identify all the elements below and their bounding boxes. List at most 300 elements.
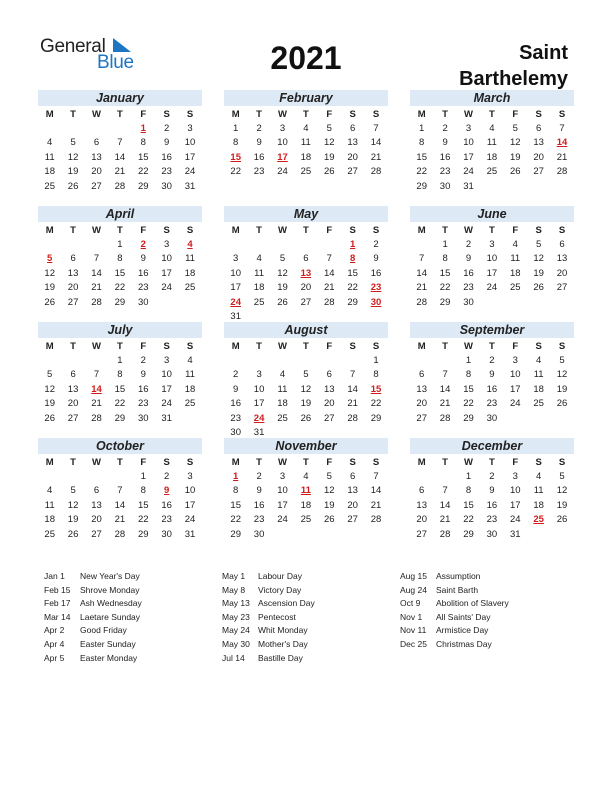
holiday-date: Dec 25 — [400, 638, 427, 649]
day-cell: 13 — [67, 267, 79, 279]
day-cell: 27 — [416, 528, 427, 540]
weekday-label: T — [256, 225, 262, 236]
holiday-date: Aug 24 — [400, 584, 427, 595]
day-cell: 18 — [184, 267, 196, 279]
holiday-name: Bastille Day — [258, 652, 303, 663]
day-cell: 4 — [489, 123, 495, 134]
day-cell: 22 — [137, 514, 149, 526]
day-cell: 16 — [230, 398, 241, 410]
day-cell: 27 — [67, 412, 79, 424]
day-grid — [38, 224, 202, 310]
day-cell: 7 — [93, 369, 100, 381]
day-cell: 27 — [323, 412, 335, 424]
day-cell: 29 — [416, 180, 427, 192]
day-cell: 10 — [161, 253, 172, 265]
weekday-label: T — [70, 341, 76, 352]
day-cell: 6 — [419, 485, 425, 497]
weekday-label: T — [116, 341, 123, 352]
weekday-label: S — [372, 109, 380, 120]
holiday-date: Oct 9 — [400, 598, 421, 609]
day-cell: 25 — [184, 282, 196, 294]
weekday-label: S — [349, 341, 356, 352]
holiday-day: 14 — [91, 383, 102, 395]
day-cell: 31 — [463, 180, 474, 192]
empty-cell — [410, 238, 433, 252]
day-cell: 23 — [137, 282, 149, 294]
day-cell: 26 — [509, 166, 521, 178]
day-cell: 22 — [416, 166, 427, 178]
day-cell: 23 — [253, 166, 265, 178]
weekday-label: F — [140, 341, 147, 352]
day-cell: 19 — [44, 282, 55, 294]
day-cell: 14 — [370, 137, 382, 149]
day-cell: 12 — [533, 253, 544, 265]
month-name: December — [410, 438, 574, 454]
day-cell: 19 — [556, 499, 568, 511]
day-cell: 26 — [533, 282, 544, 294]
day-cell: 21 — [91, 282, 102, 294]
day-cell: 13 — [533, 137, 544, 149]
day-cell: 6 — [70, 369, 76, 381]
day-cell: 10 — [509, 485, 521, 497]
day-cell: 6 — [93, 485, 100, 497]
day-grid — [38, 340, 202, 426]
day-cell: 5 — [303, 369, 309, 381]
day-cell: 9 — [233, 383, 239, 395]
day-cell: 6 — [350, 123, 356, 134]
weekday-label: S — [163, 457, 170, 468]
day-cell: 16 — [253, 499, 265, 511]
weekday-label: W — [277, 341, 287, 352]
day-cell: 31 — [184, 180, 196, 192]
day-cell: 15 — [114, 383, 126, 395]
month-name: April — [38, 206, 202, 222]
day-cell: 19 — [509, 151, 521, 163]
empty-cell — [247, 238, 270, 252]
day-cell: 30 — [161, 528, 172, 540]
day-cell: 18 — [509, 267, 521, 279]
empty-cell — [38, 122, 61, 136]
day-cell: 3 — [489, 239, 495, 250]
day-cell: 25 — [184, 398, 196, 410]
day-cell: 9 — [140, 369, 146, 381]
logo-general-text: General — [40, 36, 106, 57]
day-cell: 20 — [300, 282, 312, 294]
day-cell: 14 — [439, 383, 451, 395]
day-cell: 15 — [137, 499, 149, 511]
holiday-name: Whit Monday — [258, 625, 308, 636]
weekday-label: T — [70, 457, 76, 468]
weekday-label: S — [163, 109, 170, 120]
weekday-label: W — [463, 341, 473, 352]
holiday-entry — [400, 584, 509, 598]
holiday-day: 14 — [556, 137, 568, 149]
day-cell: 10 — [277, 485, 288, 497]
day-cell: 26 — [44, 296, 55, 308]
weekday-label: S — [186, 225, 194, 236]
day-cell: 17 — [486, 267, 498, 279]
day-cell: 11 — [44, 499, 55, 511]
holiday-day: 15 — [230, 151, 241, 163]
empty-cell — [224, 238, 247, 252]
day-cell: 20 — [67, 398, 79, 410]
day-cell: 25 — [300, 166, 312, 178]
day-cell: 1 — [117, 355, 123, 366]
day-cell: 8 — [373, 369, 379, 381]
day-cell: 9 — [140, 253, 146, 265]
day-cell: 17 — [509, 499, 521, 511]
day-cell: 30 — [137, 412, 149, 424]
month-name: September — [410, 322, 574, 338]
day-cell: 11 — [185, 253, 195, 265]
day-cell: 20 — [67, 282, 79, 294]
day-cell: 19 — [44, 398, 55, 410]
day-cell: 9 — [489, 369, 495, 381]
weekday-label: W — [277, 109, 287, 120]
weekday-label: S — [372, 341, 380, 352]
day-cell: 29 — [347, 296, 358, 308]
day-cell: 12 — [67, 151, 79, 163]
weekday-label: F — [512, 341, 519, 352]
day-cell: 28 — [347, 412, 358, 424]
empty-cell — [38, 470, 61, 484]
weekday-label: F — [326, 341, 333, 352]
day-cell: 12 — [300, 383, 312, 395]
day-grid — [410, 224, 574, 310]
day-cell: 5 — [536, 239, 542, 250]
empty-cell — [85, 238, 108, 252]
holiday-name: Pentecost — [258, 611, 296, 622]
day-cell: 30 — [463, 296, 474, 308]
holiday-entry — [44, 652, 142, 666]
day-cell: 3 — [512, 471, 518, 482]
holiday-name: Victory Day — [258, 584, 302, 595]
weekday-label: M — [417, 225, 426, 236]
day-cell: 10 — [277, 137, 288, 149]
day-cell: 21 — [370, 499, 382, 511]
day-cell: 5 — [70, 485, 76, 497]
day-cell: 31 — [161, 412, 172, 424]
weekday-label: S — [558, 341, 566, 352]
day-cell: 31 — [184, 528, 196, 540]
day-cell: 2 — [164, 123, 170, 134]
holiday-day: 30 — [370, 296, 382, 308]
empty-cell — [410, 354, 433, 368]
day-cell: 3 — [465, 123, 472, 134]
holiday-entry — [44, 597, 142, 611]
weekday-label: S — [558, 457, 566, 468]
weekday-label: S — [349, 109, 356, 120]
day-cell: 23 — [161, 514, 172, 526]
holiday-date: Apr 4 — [44, 638, 65, 649]
day-cell: 16 — [137, 383, 149, 395]
country-name-line1: Saint — [519, 42, 568, 64]
weekday-label: S — [186, 341, 194, 352]
day-cell: 7 — [93, 253, 100, 265]
empty-cell — [38, 238, 61, 252]
day-cell: 18 — [533, 499, 544, 511]
day-cell: 25 — [277, 412, 288, 424]
weekday-label: T — [70, 109, 76, 120]
month-november — [224, 438, 388, 542]
holiday-entry — [222, 638, 315, 652]
weekday-label: M — [45, 457, 54, 468]
day-cell: 13 — [67, 383, 79, 395]
weekday-label: S — [558, 225, 566, 236]
holiday-date: Jul 14 — [222, 652, 245, 663]
day-cell: 21 — [91, 398, 102, 410]
holiday-day: 5 — [47, 253, 53, 265]
day-cell: 18 — [44, 166, 55, 178]
day-cell: 24 — [486, 282, 498, 294]
empty-cell — [294, 354, 317, 368]
day-cell: 14 — [370, 485, 382, 497]
holiday-date: May 30 — [222, 638, 250, 649]
day-grid — [224, 224, 388, 324]
weekday-label: T — [488, 341, 495, 352]
weekday-label: F — [512, 457, 519, 468]
day-cell: 25 — [44, 528, 55, 540]
day-cell: 18 — [184, 383, 196, 395]
empty-cell — [294, 238, 317, 252]
day-cell: 1 — [140, 471, 146, 482]
day-cell: 7 — [326, 253, 332, 265]
day-cell: 22 — [347, 282, 358, 294]
day-cell: 21 — [439, 514, 451, 526]
holiday-entry — [222, 624, 315, 638]
holiday-date: May 23 — [222, 611, 250, 622]
day-cell: 9 — [373, 253, 379, 265]
day-cell: 17 — [161, 267, 172, 279]
month-may — [224, 206, 388, 324]
weekday-label: T — [442, 225, 448, 236]
day-cell: 1 — [465, 471, 472, 482]
day-cell: 1 — [442, 239, 448, 250]
day-cell: 20 — [416, 398, 427, 410]
day-cell: 13 — [91, 499, 102, 511]
day-cell: 2 — [233, 369, 239, 381]
day-cell: 9 — [442, 137, 448, 149]
empty-cell — [433, 354, 456, 368]
weekday-label: F — [140, 457, 147, 468]
day-cell: 28 — [114, 180, 126, 192]
weekday-label: T — [442, 109, 448, 120]
day-cell: 3 — [187, 471, 193, 482]
empty-cell — [108, 470, 131, 484]
month-name: October — [38, 438, 202, 454]
day-cell: 8 — [233, 137, 239, 149]
weekday-label: T — [442, 341, 448, 352]
day-cell: 7 — [373, 123, 379, 134]
day-cell: 4 — [536, 355, 542, 366]
day-cell: 18 — [253, 282, 265, 294]
weekday-label: W — [277, 225, 287, 236]
day-cell: 2 — [164, 471, 170, 482]
day-cell: 24 — [184, 514, 196, 526]
day-cell: 7 — [419, 253, 425, 265]
holiday-day: 15 — [370, 383, 382, 395]
holiday-date: Feb 17 — [44, 598, 71, 609]
holiday-entry — [222, 652, 315, 666]
day-cell: 20 — [347, 151, 358, 163]
weekday-label: S — [535, 457, 542, 468]
day-cell: 6 — [350, 471, 356, 482]
day-cell: 20 — [416, 514, 427, 526]
holiday-name: Assumption — [436, 571, 481, 581]
holiday-date: May 8 — [222, 584, 246, 595]
day-cell: 21 — [439, 398, 451, 410]
holiday-name: Easter Monday — [80, 652, 138, 663]
day-cell: 27 — [67, 296, 79, 308]
day-cell: 16 — [253, 151, 265, 163]
day-cell: 17 — [277, 499, 288, 511]
weekday-label: T — [70, 225, 76, 236]
day-cell: 29 — [137, 528, 149, 540]
day-cell: 16 — [486, 383, 498, 395]
day-cell: 4 — [536, 471, 542, 482]
day-cell: 14 — [439, 499, 451, 511]
weekday-label: T — [302, 109, 309, 120]
day-cell: 29 — [230, 528, 241, 540]
day-cell: 19 — [300, 398, 312, 410]
day-cell: 2 — [256, 123, 262, 134]
month-august — [224, 322, 388, 440]
weekday-label: S — [372, 457, 380, 468]
weekday-label: W — [463, 457, 473, 468]
day-cell: 6 — [93, 137, 100, 149]
day-cell: 22 — [439, 282, 451, 294]
day-cell: 15 — [114, 267, 126, 279]
weekday-label: S — [186, 109, 194, 120]
day-cell: 13 — [91, 151, 102, 163]
holiday-entry — [222, 570, 315, 584]
weekday-label: T — [302, 457, 309, 468]
weekday-label: S — [349, 457, 356, 468]
day-cell: 18 — [277, 398, 288, 410]
weekday-label: M — [417, 457, 426, 468]
holiday-day: 23 — [370, 282, 382, 294]
day-cell: 19 — [67, 514, 79, 526]
day-cell: 19 — [323, 151, 335, 163]
holiday-name: Shrove Monday — [80, 584, 140, 595]
day-cell: 26 — [323, 514, 335, 526]
holiday-entry — [44, 624, 142, 638]
weekday-label: T — [488, 225, 495, 236]
day-cell: 21 — [114, 514, 126, 526]
holiday-column — [44, 570, 142, 665]
day-cell: 23 — [486, 398, 498, 410]
day-cell: 24 — [509, 514, 521, 526]
weekday-label: F — [326, 109, 333, 120]
weekday-label: M — [417, 109, 426, 120]
day-cell: 26 — [67, 528, 79, 540]
day-grid — [410, 108, 574, 194]
day-grid — [38, 108, 202, 194]
day-cell: 13 — [416, 499, 427, 511]
month-march — [410, 90, 574, 194]
empty-cell — [224, 354, 247, 368]
country-name — [459, 40, 568, 92]
day-cell: 11 — [254, 267, 265, 279]
day-cell: 12 — [67, 499, 79, 511]
day-cell: 24 — [509, 398, 521, 410]
month-july — [38, 322, 202, 426]
day-cell: 4 — [256, 253, 262, 265]
day-cell: 7 — [350, 369, 356, 381]
holiday-day: 9 — [164, 485, 170, 497]
day-cell: 20 — [323, 398, 335, 410]
day-cell: 28 — [416, 296, 427, 308]
day-cell: 27 — [533, 166, 544, 178]
day-cell: 26 — [556, 514, 568, 526]
month-name: November — [224, 438, 388, 454]
month-october — [38, 438, 202, 542]
day-cell: 19 — [533, 267, 544, 279]
holiday-entry — [222, 611, 315, 625]
day-cell: 7 — [442, 369, 448, 381]
day-cell: 28 — [370, 514, 382, 526]
day-cell: 14 — [347, 383, 358, 395]
day-cell: 24 — [184, 166, 196, 178]
day-cell: 9 — [489, 485, 495, 497]
day-cell: 3 — [512, 355, 518, 366]
holiday-name: Good Friday — [80, 625, 127, 636]
day-cell: 21 — [416, 282, 427, 294]
month-name: July — [38, 322, 202, 338]
weekday-label: M — [45, 109, 54, 120]
month-january — [38, 90, 202, 194]
holiday-name: Saint Barth — [436, 584, 479, 595]
holiday-name: Armistice Day — [436, 625, 489, 636]
holiday-entry — [44, 584, 142, 598]
day-cell: 27 — [91, 180, 102, 192]
day-cell: 16 — [370, 267, 382, 279]
day-cell: 26 — [44, 412, 55, 424]
day-cell: 16 — [463, 267, 474, 279]
day-cell: 5 — [512, 123, 518, 134]
day-cell: 22 — [370, 398, 382, 410]
day-cell: 19 — [277, 282, 288, 294]
day-cell: 28 — [439, 412, 451, 424]
holiday-entry — [400, 597, 509, 611]
day-cell: 6 — [303, 253, 309, 265]
day-cell: 5 — [279, 253, 286, 265]
day-cell: 23 — [230, 412, 241, 424]
holiday-entry — [400, 624, 509, 638]
day-cell: 23 — [463, 282, 474, 294]
day-cell: 16 — [486, 499, 498, 511]
day-cell: 15 — [463, 499, 474, 511]
day-cell: 8 — [117, 253, 123, 265]
day-cell: 4 — [512, 239, 518, 250]
day-cell: 23 — [161, 166, 172, 178]
day-cell: 26 — [323, 166, 335, 178]
holiday-date: Mar 14 — [44, 611, 71, 622]
day-cell: 23 — [253, 514, 265, 526]
empty-cell — [85, 470, 108, 484]
day-cell: 12 — [323, 485, 335, 497]
day-cell: 11 — [486, 137, 497, 149]
weekday-label: T — [116, 109, 123, 120]
day-cell: 8 — [465, 369, 472, 381]
holiday-date: May 24 — [222, 625, 250, 636]
holiday-entry — [44, 638, 142, 652]
day-cell: 13 — [347, 485, 358, 497]
holiday-name: Christmas Day — [436, 638, 492, 649]
day-cell: 29 — [370, 412, 382, 424]
day-cell: 4 — [279, 369, 286, 381]
holiday-day: 24 — [230, 296, 241, 308]
